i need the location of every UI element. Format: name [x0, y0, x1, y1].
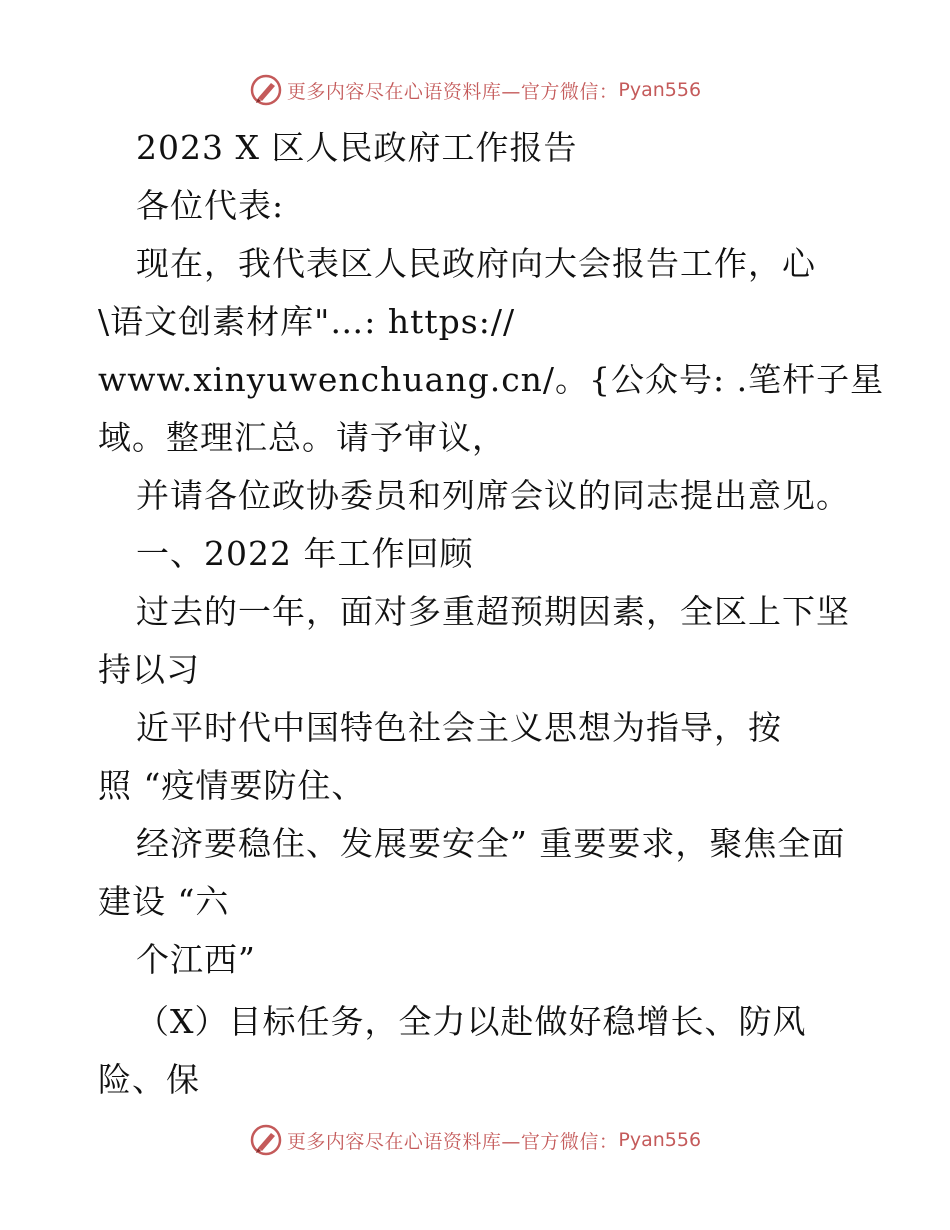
paragraph-line: 域。整理汇总。请予审议， [98, 418, 506, 457]
watermark-text: 更多内容尽在心语资料库—官方微信： [286, 1130, 619, 1153]
section-heading: 一、2022 年工作回顾 [136, 534, 474, 573]
paragraph-line: \语文创素材库"…: https:// [98, 302, 516, 341]
paragraph-line: 过去的一年，面对多重超预期因素，全区上下坚 [136, 592, 850, 631]
header-watermark [0, 70, 950, 110]
paragraph-line: 照 “疫情要防住、 [98, 766, 366, 805]
watermark-contact: Pyan556 [618, 79, 702, 101]
pen-logo-icon [249, 1123, 283, 1157]
watermark-text: 更多内容尽在心语资料库—官方微信： [286, 80, 619, 103]
watermark-contact: Pyan556 [618, 1129, 702, 1151]
paragraph-line: 近平时代中国特色社会主义思想为指导，按 [136, 708, 782, 747]
paragraph-line: （X）目标任务，全力以赴做好稳增长、防风 [136, 1002, 807, 1041]
salutation: 各位代表: [136, 186, 285, 225]
paragraph-line: 个江西” [136, 940, 256, 979]
paragraph-line: 现在，我代表区人民政府向大会报告工作，心 [136, 244, 816, 283]
paragraph-line: 建设 “六 [98, 882, 230, 921]
footer-watermark [0, 1120, 950, 1160]
document-title: 2023 X 区人民政府工作报告 [136, 128, 578, 167]
pen-logo-icon [249, 73, 283, 107]
paragraph-line: 并请各位政协委员和列席会议的同志提出意见。 [136, 476, 850, 515]
paragraph-line: www.xinyuwenchuang.cn/。{公众号: .笔杆子星 [98, 360, 885, 399]
paragraph-line: 险、保 [98, 1060, 200, 1099]
paragraph-line: 持以习 [98, 650, 200, 689]
paragraph-line: 经济要稳住、发展要安全” 重要要求，聚焦全面 [136, 824, 846, 863]
